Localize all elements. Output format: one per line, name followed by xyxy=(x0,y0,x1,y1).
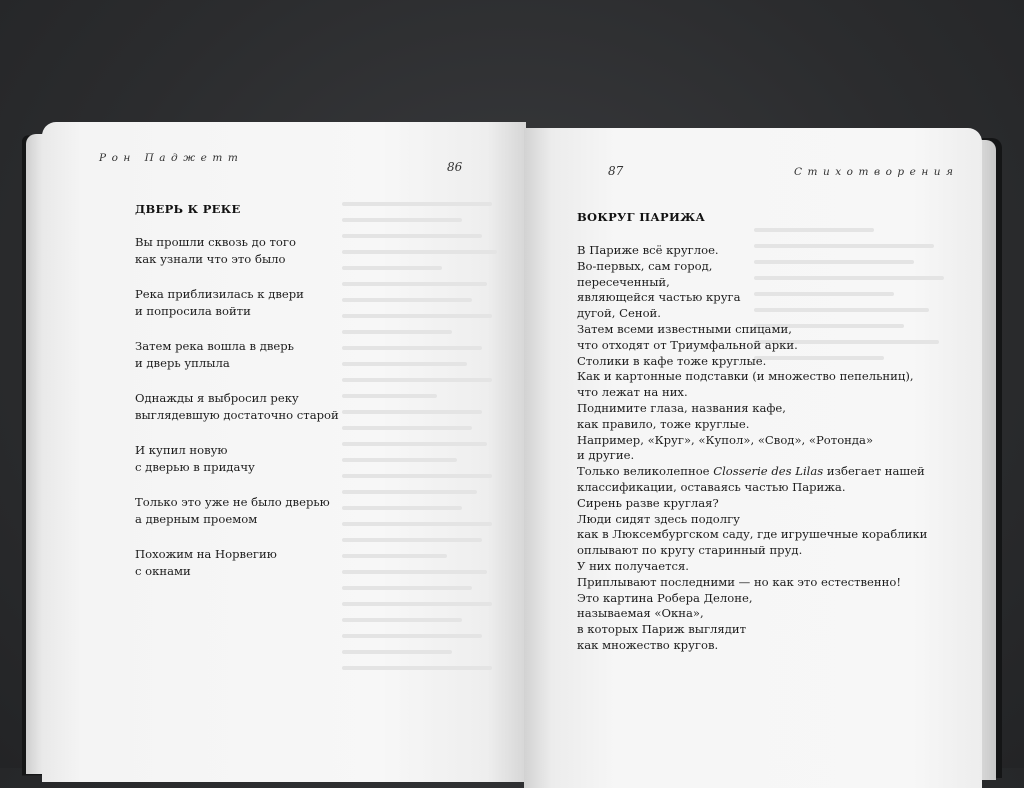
poem-line-part: избегает нашей xyxy=(823,464,925,479)
stanza xyxy=(135,286,495,319)
poem-line: а дверным проемом xyxy=(135,511,258,526)
stanza xyxy=(135,546,495,579)
poem-line: как множество кругов. xyxy=(577,637,719,652)
poem-line: пересеченный, xyxy=(577,274,670,289)
poem-line: оплывают по кругу старинный пруд. xyxy=(577,543,803,558)
poem-line: и дверь уплыла xyxy=(135,355,230,370)
poem-line: как в Люксембургском саду, где игрушечные кораблики xyxy=(577,527,928,542)
poem-line: что отходят от Триумфальной арки. xyxy=(577,337,798,352)
poem-line: Это картина Робера Делоне, xyxy=(577,590,753,605)
poem-line-italic xyxy=(577,464,977,480)
poem-line: классификации, оставаясь частью Парижа. xyxy=(577,479,846,494)
poem-line: Например, «Круг», «Купол», «Свод», «Ротонда» xyxy=(577,432,874,447)
poem-line: что лежат на них. xyxy=(577,385,688,400)
page-number-right: 87 xyxy=(608,164,624,178)
running-head-right: Стихотворения xyxy=(794,166,959,178)
poem-line: как правило, тоже круглые. xyxy=(577,416,750,431)
poem-title-left: ДВЕРЬ К РЕКЕ xyxy=(135,202,241,216)
poem-line: Во-первых, сам город, xyxy=(577,258,713,273)
poem-line: Сирень разве круглая? xyxy=(577,495,719,510)
poem-line: как узнали что это было xyxy=(135,251,286,266)
poem-line: и другие. xyxy=(577,448,635,463)
running-head-left: Рон Паджетт xyxy=(99,152,244,164)
poem-line: дугой, Сеной. xyxy=(577,306,661,321)
poem-line: Столики в кафе тоже круглые. xyxy=(577,353,767,368)
poem-line: У них получается. xyxy=(577,558,689,573)
poem-line: Приплывают последними — но как это естественно! xyxy=(577,574,902,589)
stanza xyxy=(135,442,495,475)
poem-line: с дверью в придачу xyxy=(135,459,255,474)
poem-line: являющейся частью круга xyxy=(577,290,741,305)
stanza xyxy=(135,494,495,527)
poem-line: В Париже всё круглое. xyxy=(577,243,719,257)
poem-body-right xyxy=(577,243,977,654)
poem-line: в которых Париж выглядит xyxy=(577,622,747,637)
stanza xyxy=(135,390,495,423)
poem-line: Затем река вошла в дверь xyxy=(135,339,294,353)
page-number-left: 86 xyxy=(447,160,463,174)
poem-line: Похожим на Норвегию xyxy=(135,547,277,561)
poem-line: Только это уже не было дверью xyxy=(135,495,330,509)
poem-line: Однажды я выбросил реку xyxy=(135,391,299,405)
poem-line: Вы прошли сквозь до того xyxy=(135,235,296,249)
italic-name: Closserie des Lilas xyxy=(713,464,824,479)
poem-line: выглядевшую достаточно старой xyxy=(135,407,339,422)
poem-line: Затем всеми известными спицами, xyxy=(577,321,792,336)
poem-body-left xyxy=(135,234,495,598)
poem-title-right: ВОКРУГ ПАРИЖА xyxy=(577,210,706,224)
poem-line: Люди сидят здесь подолгу xyxy=(577,511,740,526)
right-page xyxy=(524,128,982,788)
poem-line: называемая «Окна», xyxy=(577,606,704,621)
poem-line-part: Только великолепное xyxy=(577,464,714,479)
poem-line: Как и картонные подставки (и множество пепельниц), xyxy=(577,369,914,384)
poem-line: И купил новую xyxy=(135,443,228,457)
stanza xyxy=(135,338,495,371)
poem-line: Поднимите глаза, названия кафе, xyxy=(577,400,786,415)
poem-line: Река приблизилась к двери xyxy=(135,287,304,301)
poem-line: и попросила войти xyxy=(135,303,251,318)
poem-line: с окнами xyxy=(135,563,191,578)
stanza xyxy=(135,234,495,267)
left-page xyxy=(42,122,526,782)
